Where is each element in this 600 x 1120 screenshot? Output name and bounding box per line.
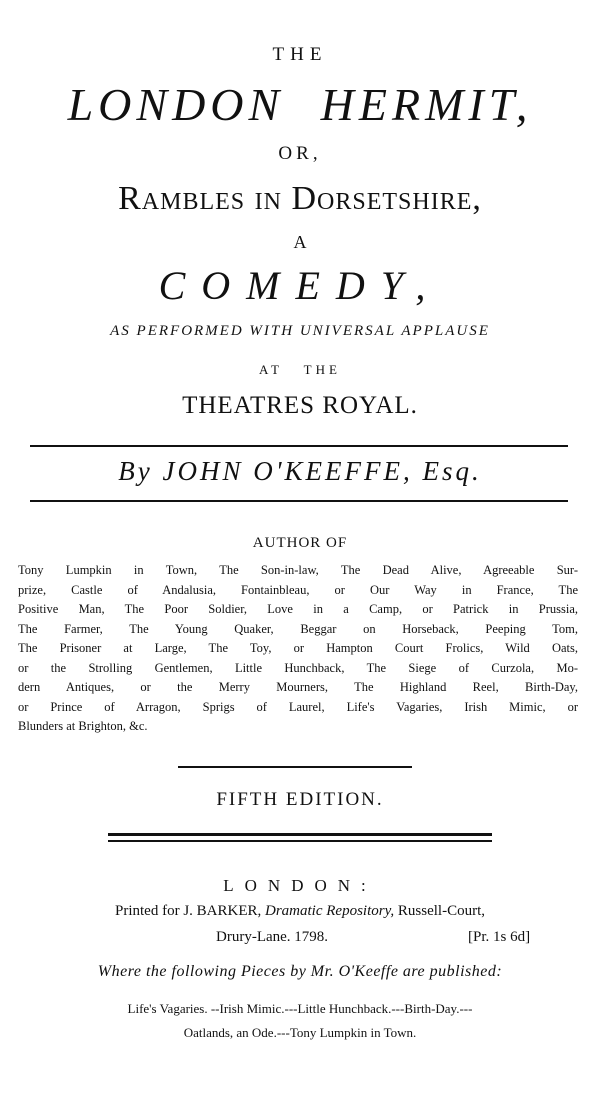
imprint-date: Drury-Lane. 1798. — [216, 929, 329, 945]
price: [Pr. 1s 6d] — [468, 929, 531, 945]
venue-line: THEATRES ROYAL. — [182, 392, 418, 419]
divider-bottom — [30, 500, 568, 502]
subtitle: Rambles in Dorsetshire, — [118, 180, 482, 217]
edition-line: FIFTH EDITION. — [216, 789, 384, 810]
works-line: Tony Lumpkin in Town, The Son-in-law, The Dead Alive, Agreeable Sur- — [18, 563, 578, 577]
works-line: Positive Man, The Poor Soldier, Love in a Camp, or Patrick in Prussia, — [18, 602, 578, 616]
main-title: LONDON HERMIT, — [67, 79, 533, 130]
article-a: A — [293, 232, 307, 252]
pieces-line: Oatlands, an Ode.---Tony Lumpkin in Town. — [183, 1025, 417, 1040]
printer-name: Printed for J. BARKER, — [115, 903, 262, 919]
works-list — [18, 561, 578, 737]
published-heading: Where the following Pieces by Mr. O'Keeffe are published: — [97, 963, 503, 980]
printer-repository: Dramatic Repository, — [265, 903, 395, 919]
printer-address: Russell-Court, — [397, 903, 485, 919]
performed-line: AS PERFORMED WITH UNIVERSAL APPLAUSE — [110, 323, 490, 339]
imprint-printer — [0, 903, 600, 920]
imprint-place: LONDON: — [223, 876, 377, 895]
works-line: dern Antiques, or the Merry Mourners, The Highland Reel, Birth-Day, — [18, 680, 578, 694]
header-the: THE — [272, 44, 328, 65]
divider-double-thin — [108, 840, 492, 842]
works-line: or the Strolling Gentlemen, Little Hunchback, The Siege of Curzola, Mo- — [18, 660, 578, 675]
author-of-heading: AUTHOR OF — [252, 535, 348, 551]
divider-short — [178, 766, 412, 768]
works-line: Blunders at Brighton, &c. — [18, 719, 148, 733]
divider-top — [30, 445, 568, 447]
pieces-line: Life's Vagaries. --Irish Mimic.---Little Hunchback.---Birth-Day.--- — [127, 1001, 473, 1016]
author-byline: By JOHN O'KEEFFE, Esq. — [118, 456, 482, 486]
works-line: The Farmer, The Young Quaker, Beggar on Horseback, Peeping Tom, — [18, 621, 578, 636]
title-or: OR, — [278, 143, 322, 164]
at-the-line: AT THE — [259, 362, 341, 377]
works-line: or Prince of Arragon, Sprigs of Laurel, Life's Vagaries, Irish Mimic, or — [18, 699, 578, 714]
works-line: The Prisoner at Large, The Toy, or Hampton Court Frolics, Wild Oats, — [18, 641, 578, 655]
works-line: prize, Castle of Andalusia, Fontainbleau, or Our Way in France, The — [18, 582, 578, 597]
genre-title: COMEDY, — [158, 263, 442, 308]
divider-double-thick — [108, 833, 492, 836]
